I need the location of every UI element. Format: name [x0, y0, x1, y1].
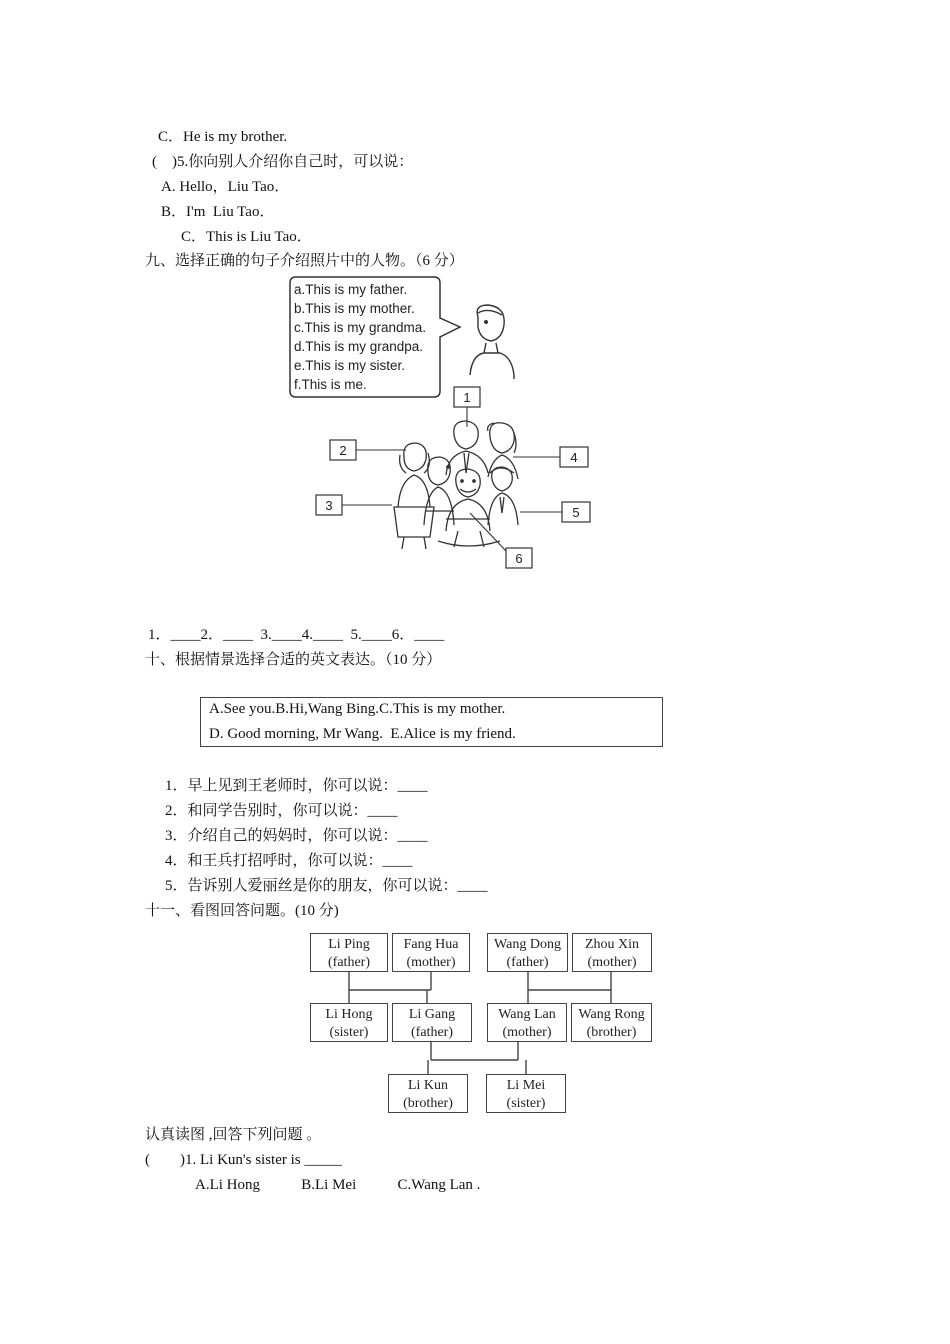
member-name: Fang Hua — [403, 937, 459, 952]
bubble-sentence-d: d.This is my grandpa. — [294, 339, 424, 354]
member-name: Li Gang — [408, 1007, 456, 1022]
member-name: Li Kun — [407, 1078, 449, 1093]
section-9-answer-line: 1．____2．____ 3.____4.____ 5.____6．____ — [148, 627, 445, 643]
family-tree-wang-dong — [487, 933, 568, 972]
section-10-question-1: 1．早上见到王老师时，你可以说：____ — [165, 778, 428, 794]
member-role: (sister) — [329, 1025, 369, 1040]
family-tree-li-hong — [310, 1003, 388, 1042]
member-role: (sister) — [506, 1096, 546, 1111]
options-row-1: A.See you.B.Hi,Wang Bing.C.This is my mother. — [209, 701, 506, 717]
photo-label-6: 6 — [515, 551, 523, 566]
member-name: Wang Rong — [578, 1007, 645, 1022]
section-10-question-5: 5．告诉别人爱丽丝是你的朋友，你可以说：____ — [165, 878, 488, 894]
member-role: (father) — [328, 955, 370, 970]
section-11-instruction: 认真读图 ,回答下列问题 。 — [145, 1127, 322, 1143]
member-name: Li Hong — [325, 1007, 373, 1022]
photo-label-1: 1 — [463, 390, 471, 405]
member-name: Zhou Xin — [584, 937, 640, 952]
bubble-sentence-e: e.This is my sister. — [294, 358, 406, 373]
family-tree-fang-hua — [392, 933, 470, 972]
member-name: Li Mei — [506, 1078, 546, 1093]
member-name: Li Ping — [328, 937, 370, 952]
section-9-title: 九、选择正确的句子介绍照片中的人物。（6 分） — [145, 253, 464, 269]
section-11-question-1-options: A.Li Hong B.Li Mei C.Wang Lan . — [195, 1177, 481, 1193]
family-tree-li-gang — [392, 1003, 472, 1042]
options-row-2: D. Good morning, Mr Wang. E.Alice is my friend. — [209, 726, 516, 742]
member-role: (father) — [506, 955, 549, 970]
member-role: (mother) — [587, 955, 637, 970]
member-role: (father) — [411, 1025, 453, 1040]
question-5-stem: ( )5.你向别人介绍你自己时，可以说： — [152, 154, 414, 170]
family-group-figures — [394, 421, 518, 549]
section-10-question-2: 2．和同学告别时，你可以说：____ — [165, 803, 398, 819]
family-tree-wang-lan — [487, 1003, 567, 1042]
family-tree-zhou-xin — [572, 933, 652, 972]
section-10-options-box — [200, 697, 663, 747]
bubble-sentence-a: a.This is my father. — [294, 282, 408, 297]
section-10-title: 十、根据情景选择合适的英文表达。（10 分） — [145, 652, 442, 668]
member-role: (brother) — [403, 1096, 453, 1111]
bubble-sentence-c: c.This is my grandma. — [294, 320, 427, 335]
member-role: (mother) — [406, 955, 456, 970]
family-tree-li-ping — [310, 933, 388, 972]
question-5-option-a: A. Hello，Liu Tao． — [161, 179, 290, 195]
family-tree-li-kun — [388, 1074, 468, 1113]
member-name: Wang Dong — [494, 937, 561, 952]
bubble-sentence-f: f.This is me. — [294, 377, 367, 392]
question-5-option-b: B．I'm Liu Tao． — [161, 204, 275, 220]
section-10-question-4: 4．和王兵打招呼时，你可以说：____ — [165, 853, 413, 869]
boy-figure — [470, 305, 514, 379]
section-11-title: 十一、看图回答问题。(10 分) — [145, 903, 339, 919]
photo-label-3: 3 — [325, 498, 333, 513]
member-role: (brother) — [586, 1025, 637, 1040]
section-11-question-1: ( )1. Li Kun's sister is _____ — [145, 1152, 342, 1168]
member-role: (mother) — [502, 1025, 552, 1040]
family-tree-li-mei — [486, 1074, 566, 1113]
section-10-question-3: 3．介绍自己的妈妈时，你可以说：____ — [165, 828, 428, 844]
bubble-sentence-b: b.This is my mother. — [294, 301, 415, 316]
photo-label-4: 4 — [570, 450, 578, 465]
question-4-option-c: C．He is my brother. — [158, 129, 288, 145]
family-tree-wang-rong — [571, 1003, 652, 1042]
photo-label-2: 2 — [339, 443, 347, 458]
member-name: Wang Lan — [498, 1007, 556, 1022]
family-photo-illustration — [288, 275, 618, 575]
photo-label-5: 5 — [572, 505, 580, 520]
question-5-option-c: C．This is Liu Tao． — [181, 229, 312, 245]
